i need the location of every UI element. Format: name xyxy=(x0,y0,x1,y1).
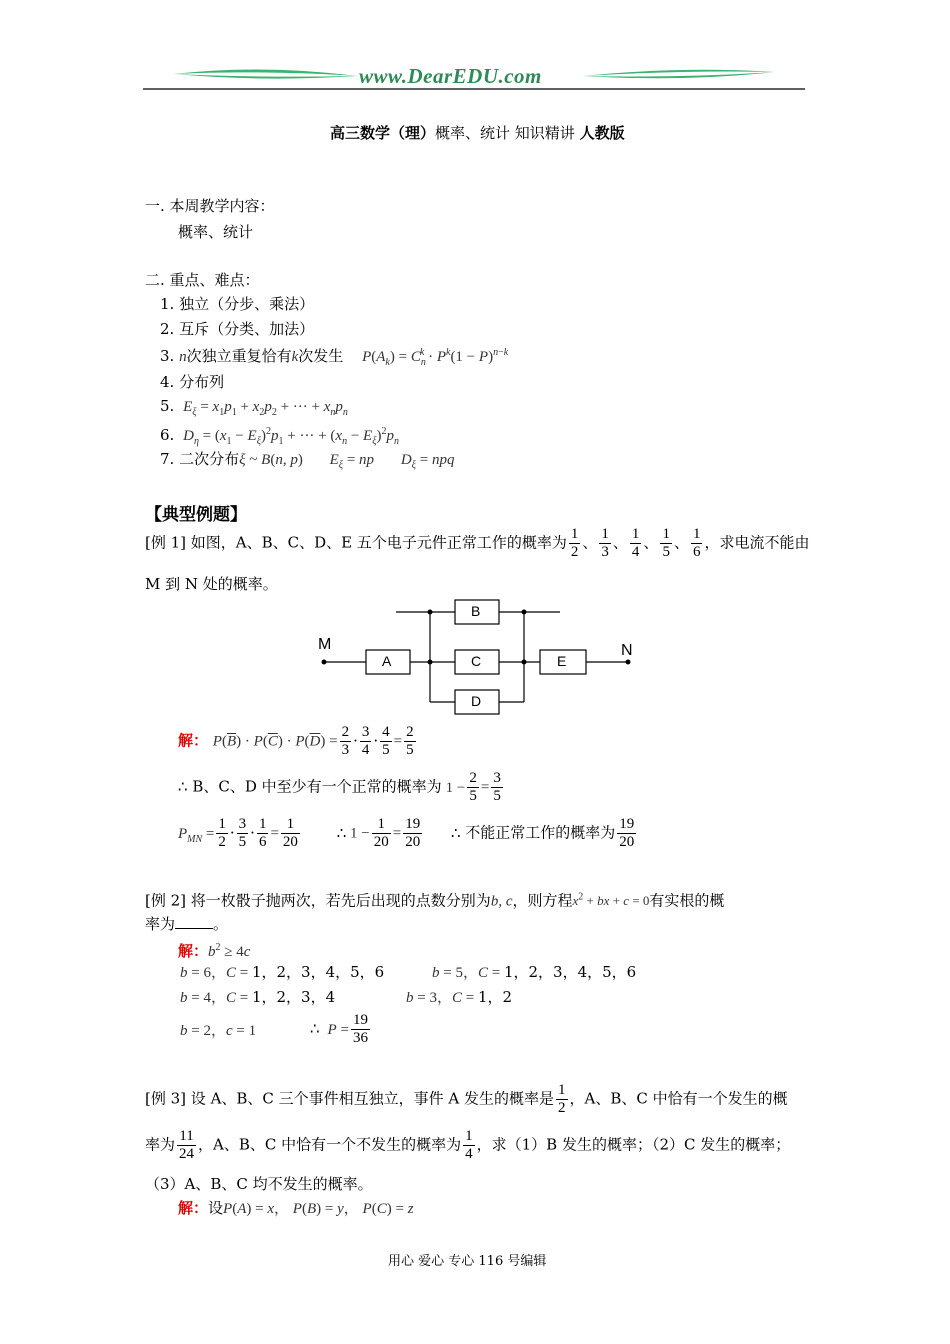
example3-statement-cont2: （3）A、B、C 均不发生的概率。 xyxy=(145,1175,373,1193)
answer-blank[interactable] xyxy=(175,914,213,929)
example2-case-b6: b = 6，C = 1，2，3，4，5，6 xyxy=(180,963,385,981)
example1-statement: [例 1] 如图，A、B、C、D、E 五个电子元件正常工作的概率为 $\frac{1}{2}$ 、 $\frac{1}{3}$ 、 $\frac{1}{4}$ 、 $\frac{1}{5}$ 、 $\frac{1}{6}$ ，求电流不能由 xyxy=(145,526,810,560)
key-point-3: 3. n次独立重复恰有k次发生 $P(A_k) = C_n^k \cdot P^k(1 - P)^{n-k}$ xyxy=(160,347,509,368)
example2-statement: [例 2] 将一枚骰子抛两次，若先后出现的点数分别为b, c，则方程$x^2$ + bx + c = 0有实根的概 xyxy=(145,891,725,910)
title-part-3: 人教版 xyxy=(579,124,625,142)
section1-content: 概率、统计 xyxy=(178,223,254,241)
expectation-formula: $E_\xi = x_1p_1 + x_2p_2$ + ··· + $x_np_n$ xyxy=(183,399,348,418)
component-D: D xyxy=(471,693,482,709)
variance-formula: $D_\eta = (x_1 - E_\xi)^2p_1$ + ··· + $(x_n - E_\xi)^2p_n$ xyxy=(183,426,399,447)
example1-solution-line1: 解： $P(\overline{B}) \cdot P(\overline{C}) \cdot P(\overline{D})$ = $\frac{2}{3}$ · $\frac{3}{4}$ · $\frac{4}{5}$ = $\frac{2}{5}$ xyxy=(178,724,414,758)
binomial-variance: $D_\xi$ = npq xyxy=(400,452,455,471)
example2-statement-cont: 率为 。 xyxy=(145,915,229,933)
component-A: A xyxy=(382,653,392,669)
example2-case-b4: b = 4，C = 1，2，3，4 xyxy=(180,988,336,1006)
complement-product: $P(\overline{B}) \cdot P(\overline{C}) \cdot P(\overline{D})$ = xyxy=(212,733,338,750)
key-point-2: 2. 互斥（分类、加法） xyxy=(160,320,315,338)
section2-heading: 二. 重点、难点： xyxy=(145,271,260,289)
component-E: E xyxy=(557,653,567,669)
key-point-1: 1. 独立（分步、乘法） xyxy=(160,295,315,313)
title-part-1: 高三数学（理） xyxy=(330,124,436,142)
binomial-probability-formula: $P(A_k) = C_n^k \cdot P^k(1 - P)^{n-k}$ xyxy=(362,347,509,368)
key-point-5: 5. $E_\xi = x_1p_1 + x_2p_2$ + ··· + $x_np_n$ xyxy=(160,397,348,418)
page-title xyxy=(330,122,625,143)
example1-solution-line2: ∴ B、C、D 中至少有一个正常的概率为 1 − $\frac{2}{5}$ = $\frac{3}{5}$ xyxy=(178,770,501,804)
section1-heading: 一. 本周教学内容： xyxy=(145,197,275,215)
example2-result: ∴ P = $\frac{19}{36}$ xyxy=(310,1012,368,1046)
example2-case-b5: b = 5，C = 1，2，3，4，5，6 xyxy=(432,963,637,981)
key-point-7: 7. 二次分布ξ ~ B(n, p) $E_\xi$ = np $D_\xi$ = npq xyxy=(160,450,455,471)
page-footer: 用心 爱心 专心 116 号编辑 xyxy=(388,1254,547,1269)
circuit-node-N: N xyxy=(621,642,633,659)
example3-statement: [例 3] 设 A、B、C 三个事件相互独立，事件 A 发生的概率是 $\frac{1}{2}$ ，A、B、C 中恰有一个发生的概 xyxy=(145,1082,788,1116)
example1-statement-cont: M 到 N 处的概率。 xyxy=(145,575,278,593)
example1-solution-line3: $P_{MN}$ = $\frac{1}{2}$ · $\frac{3}{5}$ · $\frac{1}{6}$ = $\frac{1}{20}$ ∴ 1 − $\frac{1}{20}$ = $\frac{19}{20}$ ∴ 不能正常工作的概率为 $\frac{19}{20}$ xyxy=(178,816,635,850)
example2-solution-cond: 解：$b^2 \ge 4c$ xyxy=(178,942,251,960)
component-C: C xyxy=(471,653,482,669)
key-point-4: 4. 分布列 xyxy=(160,373,225,391)
key-point-6: 6. $D_\eta = (x_1 - E_\xi)^2p_1$ + ··· + $(x_n - E_\xi)^2p_n$ xyxy=(160,426,399,447)
header-banner xyxy=(143,58,805,92)
binomial-distribution-notation: ξ ~ B(n, p) xyxy=(239,452,303,468)
site-url: www.DearEDU.com xyxy=(359,64,542,88)
circuit-node-M: M xyxy=(318,636,332,653)
example3-statement-cont1: 率为 $\frac{11}{24}$ ，A、B、C 中恰有一个不发生的概率为 $\frac{1}{4}$ ，求（1）B 发生的概率；（2）C 发生的概率； xyxy=(145,1128,791,1162)
component-B: B xyxy=(471,603,481,619)
title-part-2: 概率、统计 知识精讲 xyxy=(435,124,580,142)
binomial-expectation: $E_\xi$ = np xyxy=(329,452,375,471)
example3-solution: 解：设P(A) = x， P(B) = y， P(C) = z xyxy=(178,1199,414,1217)
circuit-diagram xyxy=(310,590,650,720)
example2-case-b3: b = 3，C = 1，2 xyxy=(406,988,513,1006)
typical-examples-heading: 【典型例题】 xyxy=(145,505,247,525)
example2-case-b2: b = 2，c = 1 xyxy=(180,1023,257,1039)
